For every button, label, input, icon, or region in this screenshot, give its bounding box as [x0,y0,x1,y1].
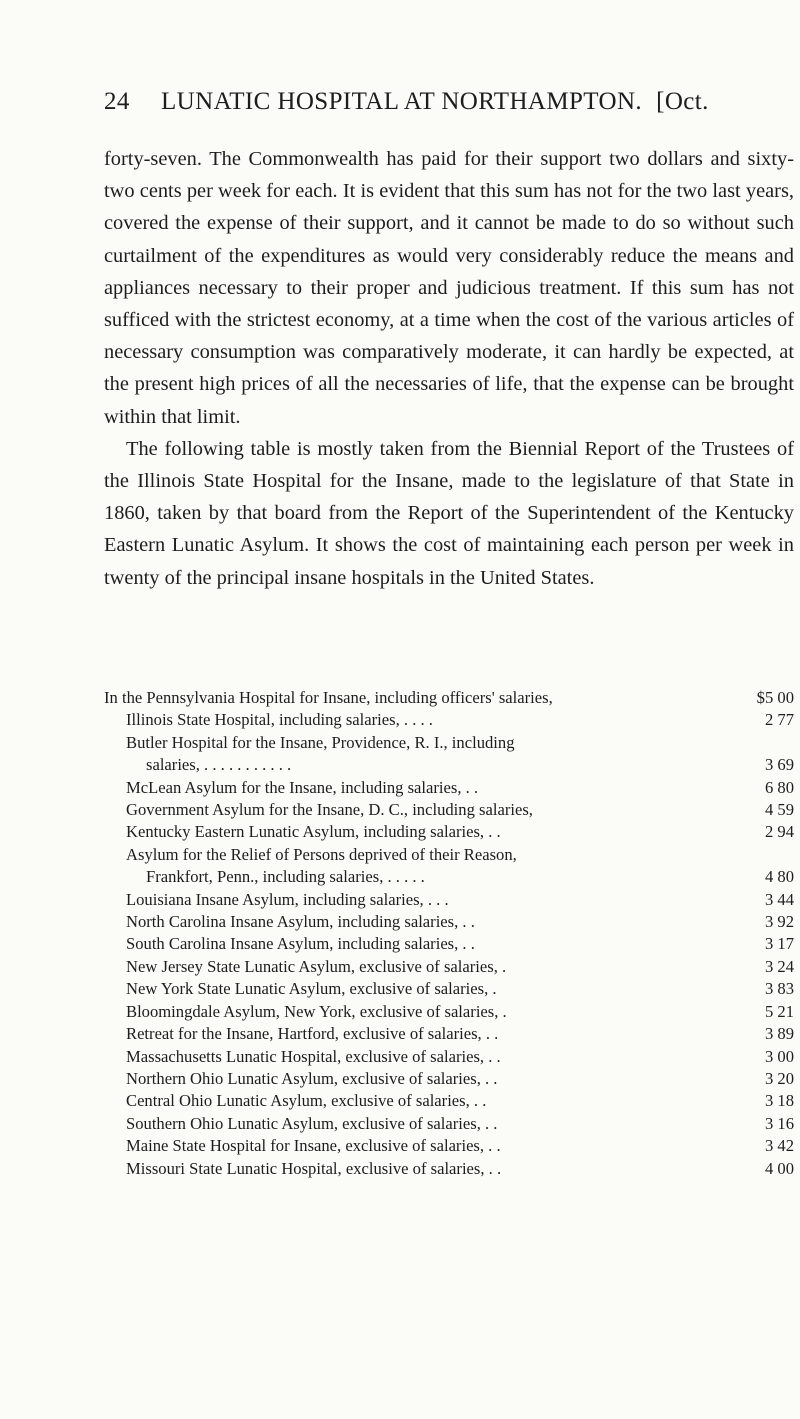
table-row [104,799,794,821]
table-row [104,687,794,709]
row-label: New Jersey State Lunatic Asylum, exclusive of salaries, . [126,956,507,976]
table-row [104,911,794,933]
table-row [104,1023,794,1045]
row-label: New York State Lunatic Asylum, exclusive of salaries, . [126,979,497,999]
table-row [104,1113,794,1135]
row-value: 3 18 [764,1091,794,1111]
table-row [104,956,794,978]
row-value: 3 16 [764,1113,794,1133]
row-value: 3 00 [764,1046,794,1066]
row-value: 2 94 [764,822,794,842]
row-label: Bloomingdale Asylum, New York, exclusive of salaries, . [126,1001,507,1021]
row-value: 4 00 [764,1158,794,1178]
paragraph: forty-seven. The Commonwealth has paid for their support two dollars and sixty-two cents per week for each. It is evident that this sum has not for the two last years, covered the expense of their support, and it cannot be made to do so without such curtailment of the expenditures as would very considerably reduce the means and appliances necessary to their proper and judicious treatment. If this sum has not sufficed with the strictest economy, at a time when the cost of the various articles of necessary consumption was comparatively moderate, it can hardly be expected, at the present high prices of all the necessaries of life, that the expense can be brought within that limit. [104,148,794,428]
row-value: 3 17 [764,934,794,954]
table-row [104,777,794,799]
table-row [104,844,794,866]
table-row [104,889,794,911]
row-value: 3 69 [764,755,794,775]
row-label: McLean Asylum for the Insane, including salaries, . . [126,777,479,797]
row-value: 3 89 [764,1024,794,1044]
row-label: Missouri State Lunatic Hospital, exclusive of salaries, . . [126,1158,502,1178]
body-text [104,143,794,594]
table-row [104,933,794,955]
row-value: 4 80 [764,867,794,887]
table-row [104,754,794,776]
table-row [104,709,794,731]
table-row [104,1135,794,1157]
row-value: $5 00 [756,688,794,707]
row-value: 6 80 [764,777,794,797]
row-label: Kentucky Eastern Lunatic Asylum, including salaries, . . [126,822,501,842]
table-row [104,1068,794,1090]
row-label: Massachusetts Lunatic Hospital, exclusive of salaries, . . [126,1046,501,1066]
row-value: 3 92 [764,912,794,932]
row-label: North Carolina Insane Asylum, including salaries, . . [126,912,475,932]
row-label: Asylum for the Relief of Persons deprived of their Reason, [126,844,517,864]
table-row [104,821,794,843]
row-value: 3 24 [764,956,794,976]
row-value: 2 77 [764,710,794,730]
row-label: Central Ohio Lunatic Asylum, exclusive of salaries, . . [126,1091,487,1111]
row-label: Retreat for the Insane, Hartford, exclusive of salaries, . . [126,1024,499,1044]
table-row [104,732,794,754]
table-row [104,1001,794,1023]
row-label: Northern Ohio Lunatic Asylum, exclusive of salaries, . . [126,1068,498,1088]
row-label: In the Pennsylvania Hospital for Insane, including officers' salaries, [104,688,553,707]
row-label: Frankfort, Penn., including salaries, . . . . . [146,867,425,887]
running-date: [Oct. [656,88,709,115]
row-value: 3 83 [764,979,794,999]
table-row [104,1158,794,1180]
row-label: Butler Hospital for the Insane, Providence, R. I., including [126,732,515,752]
page-number: 24 [104,88,130,115]
row-label: Southern Ohio Lunatic Asylum, exclusive of salaries, . . [126,1113,498,1133]
paragraph: The following table is mostly taken from the Biennial Report of the Trustees of the Illinois State Hospital for the Insane, made to the legislature of that State in 1860, taken by that board from the Report of the Superintendent of the Kentucky Eastern Lunatic Asylum. It shows the cost of maintaining each person per week in twenty of the principal insane hospitals in the United States. [104,437,794,589]
row-label: Government Asylum for the Insane, D. C., including salaries, [126,800,533,820]
table-row [104,1046,794,1068]
running-title: LUNATIC HOSPITAL AT NORTHAMPTON. [161,88,643,115]
row-label: Louisiana Insane Asylum, including salaries, . . . [126,889,449,909]
row-label: Illinois State Hospital, including salaries, . . . . [126,710,433,730]
row-label: South Carolina Insane Asylum, including salaries, . . [126,934,475,954]
row-label: salaries, . . . . . . . . . . . [146,755,292,775]
row-value: 3 42 [764,1136,794,1156]
table-row [104,866,794,888]
table-row [104,978,794,1000]
row-label: Maine State Hospital for Insane, exclusive of salaries, . . [126,1136,501,1156]
running-header [104,88,794,116]
row-value: 5 21 [764,1001,794,1021]
row-value: 3 44 [764,889,794,909]
row-value: 4 59 [764,800,794,820]
row-value: 3 20 [764,1068,794,1088]
cost-table [104,687,794,1180]
table-row [104,1090,794,1112]
